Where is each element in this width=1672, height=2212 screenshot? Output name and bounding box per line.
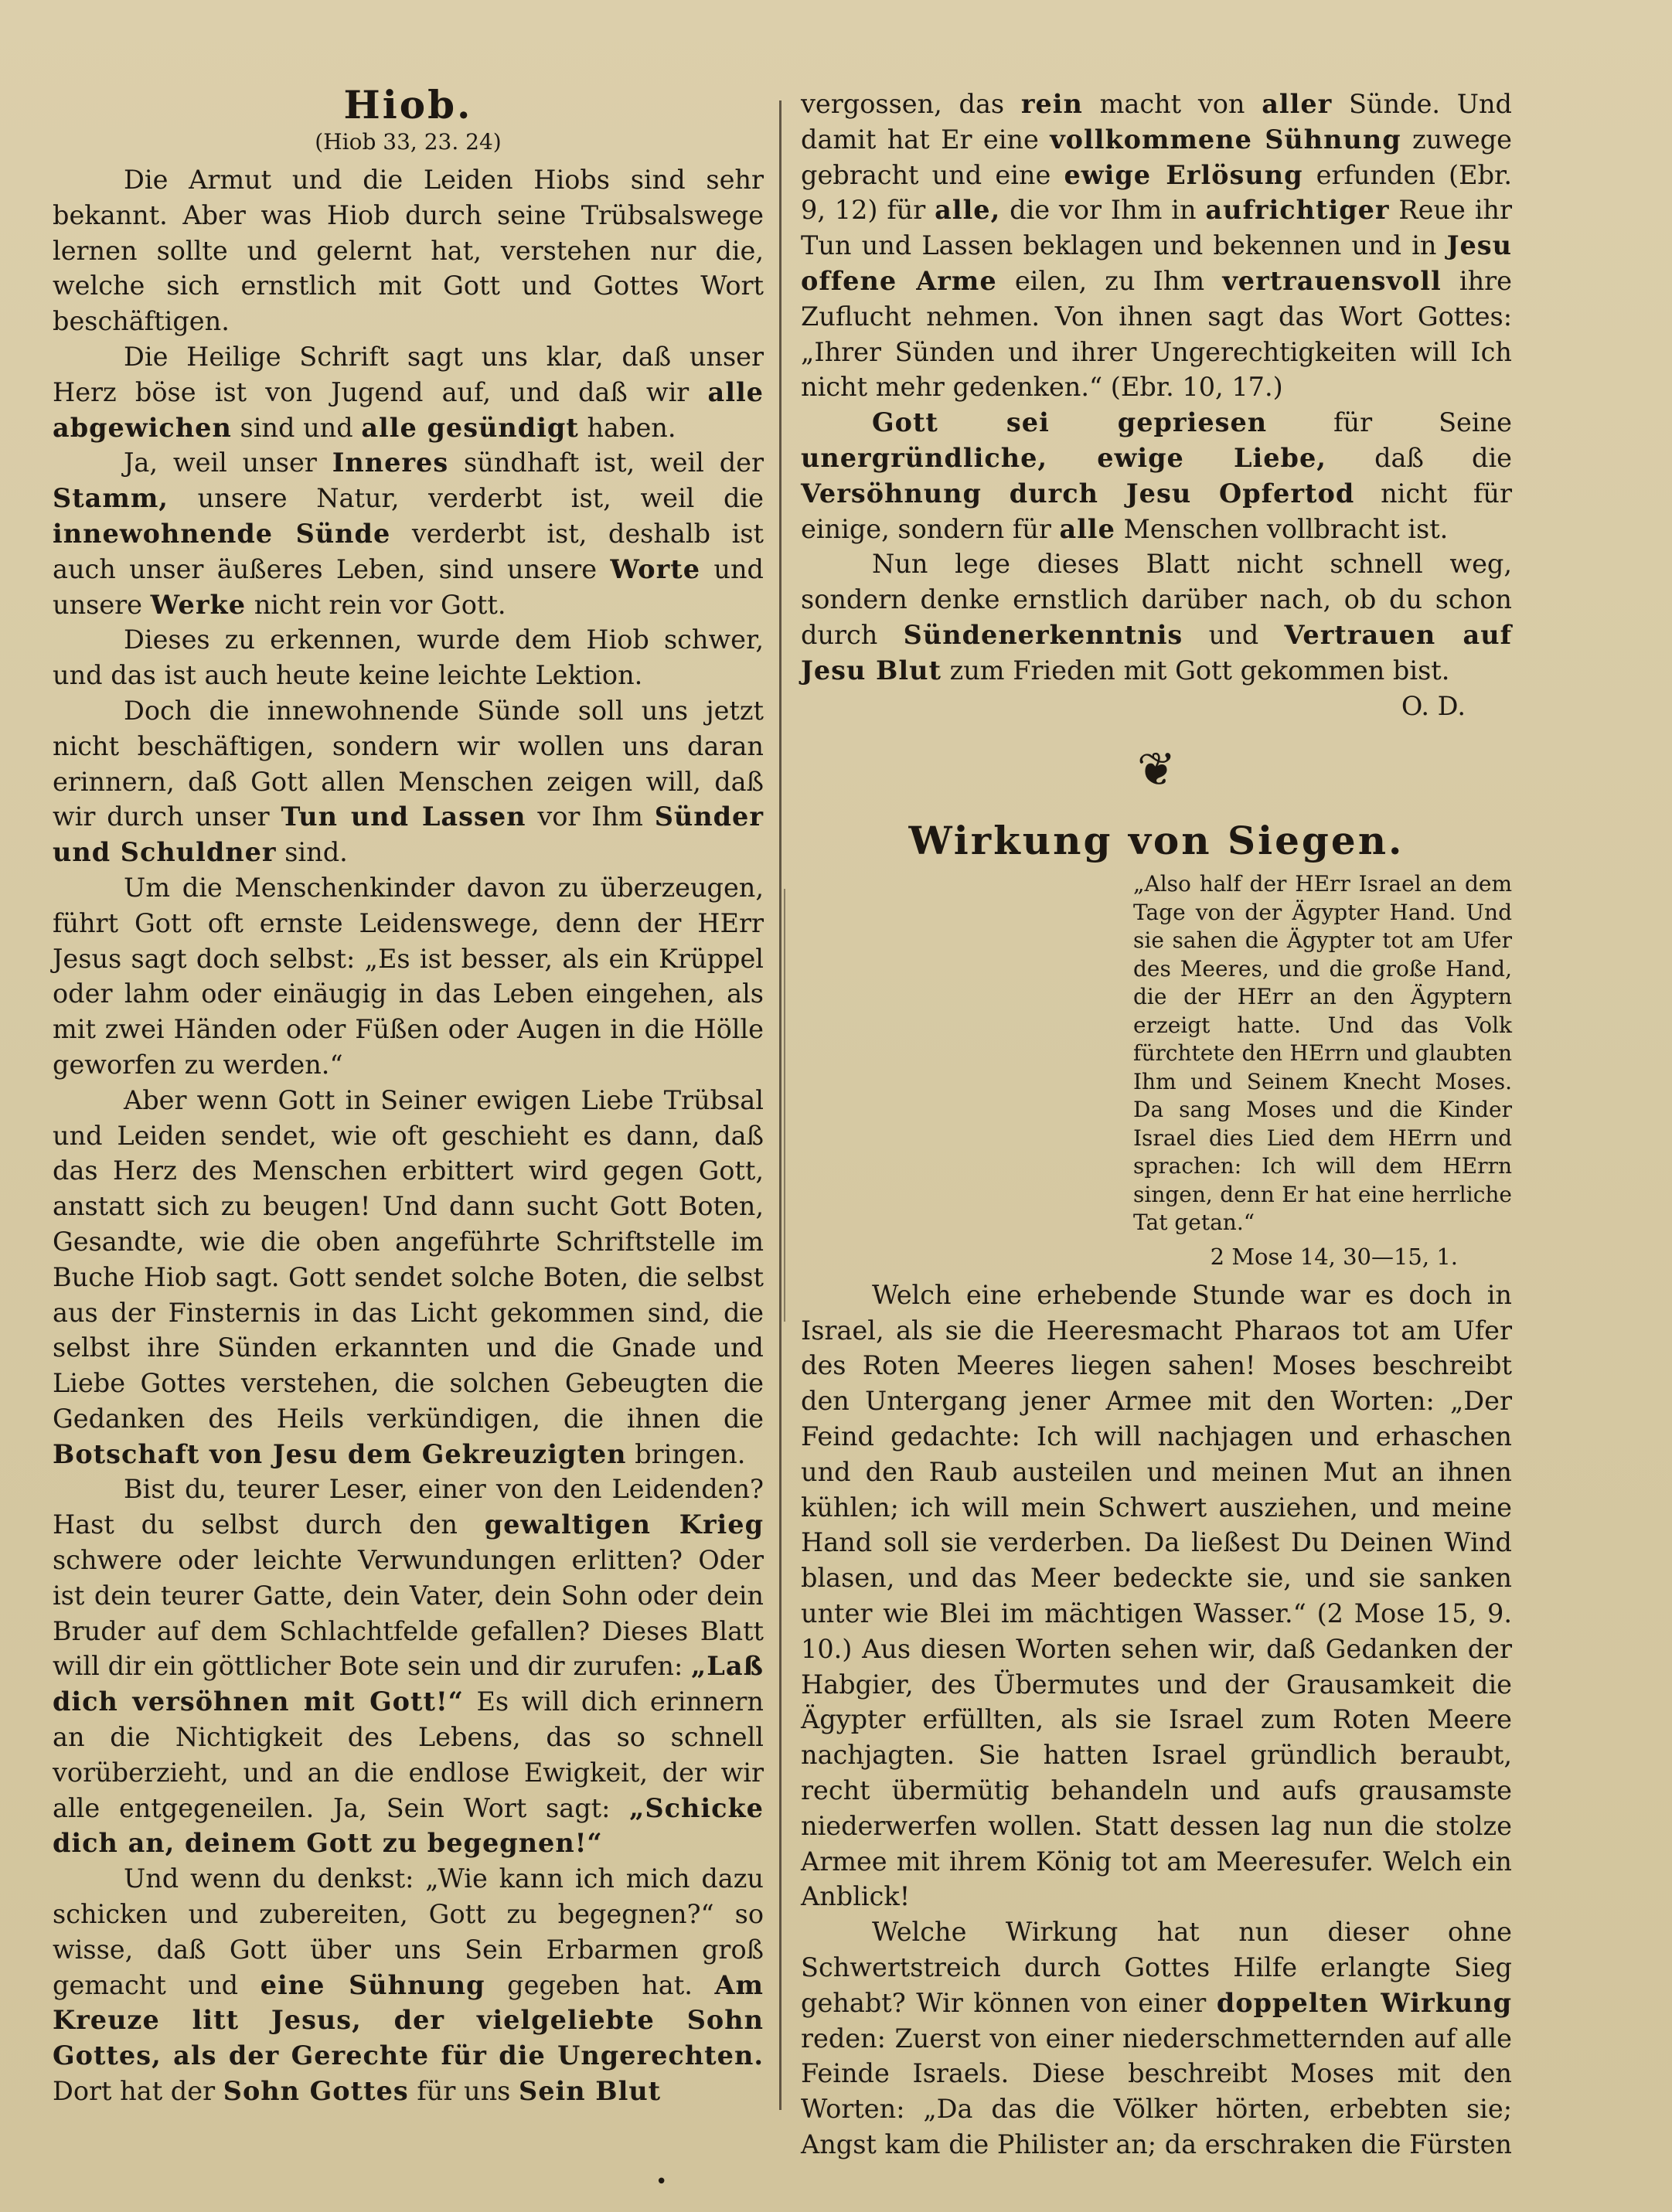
- paragraph: Gott sei gepriesen für Seine unergründliche, ewige Liebe, daß die Versöhnung durch Jesu Opfertod nicht für einige, sondern für alle Menschen vollbracht ist.: [801, 407, 1513, 544]
- paragraph: Die Heilige Schrift sagt uns klar, daß unser Herz böse ist von Jugend auf, und daß wir alle abgewichen sind und alle gesündigt haben.: [53, 341, 764, 443]
- article-title-hiob: Hiob.: [343, 82, 473, 128]
- epigraph-reference: 2 Mose 14, 30—15, 1.: [1210, 1243, 1458, 1270]
- paragraph: Um die Menschenkinder davon zu überzeugen, führt Gott oft ernste Leidenswege, denn der HErr Jesus sagt doch selbst: „Es ist besser, als ein Krüppel oder lahm oder einäugig in das Leben eingehen, als mit zwei Händen oder Füßen oder Augen in die Hölle geworfen zu werden.“: [53, 872, 764, 1080]
- paragraph: Dieses zu erkennen, wurde dem Hiob schwer, und das ist auch heute keine leichte Lektion.: [53, 624, 764, 691]
- paragraph: Nun lege dieses Blatt nicht schnell weg, sondern denke ernstlich darüber nach, ob du schon durch Sündenerkenntnis und Vertrauen auf Jesu Blut zum Frieden mit Gott gekommen bist.: [801, 549, 1512, 686]
- article-reference: (Hiob 33, 23. 24): [315, 129, 502, 155]
- paragraph: Und wenn du denkst: „Wie kann ich mich dazu schicken und zubereiten, Gott zu begegnen?“ so wisse, daß Gott über uns Sein Erbarmen groß gemacht und eine Sühnung gegeben hat. Am Kreuze litt Jesus, der vielgeliebte Sohn Gottes, als der Gerechte für die Ungerechten. Dort hat der Sohn Gottes für uns Sein Blut: [53, 1863, 764, 2107]
- paragraph: Ja, weil unser Inneres sündhaft ist, weil der Stamm, unsere Natur, verderbt ist, weil die innewohnende Sünde verderbt ist, deshalb ist auch unser äußeres Leben, sind unsere Worte und unsere Werke nicht rein vor Gott.: [53, 448, 764, 620]
- paragraph: Doch die innewohnende Sünde soll uns jetzt nicht beschäftigen, sondern wir wollen uns daran erinnern, daß Gott allen Menschen zeigen will, daß wir durch unser Tun und Lassen vor Ihm Sünder und Schuldner sind.: [53, 695, 764, 868]
- article-title-wirkung: Wirkung von Siegen.: [908, 818, 1405, 864]
- right-column: [801, 87, 1512, 2163]
- paragraph: Welche Wirkung hat nun dieser ohne Schwertstreich durch Gottes Hilfe erlangte Sieg gehabt? Wir können von einer doppelten Wirkung reden: Zuerst von einer niederschmetternden auf alle Feinde Israels. Diese beschreibt Moses mit den Worten: „Da das die Völker hörten, erbebten sie; Angst kam die Philister an; da erschraken die Fürsten: [801, 1917, 1513, 2159]
- paragraph: Aber wenn Gott in Seiner ewigen Liebe Trübsal und Leiden sendet, wie oft geschieht es dann, daß das Herz des Menschen erbittert wird gegen Gott, anstatt sich zu beugen! Und dann sucht Gott Boten, Gesandte, wie die oben angeführte Schriftstelle im Buche Hiob sagt. Gott sendet solche Boten, die selbst aus der Finsternis in das Licht gekommen sind, die selbst ihre Sünden erkannten und die Gnade und Liebe Gottes verstehen, die solchen Gebeugten die Gedanken des Heils verkündigen, die ihnen die Botschaft von Jesu dem Gekreuzigten bringen.: [53, 1084, 764, 1469]
- author-signature: O. D.: [1401, 690, 1466, 721]
- left-column: [53, 83, 764, 2109]
- footer-mark: •: [656, 2170, 668, 2193]
- ornament-icon: ❦: [1136, 743, 1177, 798]
- column-rule-secondary: [784, 889, 785, 1322]
- paragraph: vergossen, das rein macht von aller Sünde. Und damit hat Er eine vollkommene Sühnung zuwege gebracht und eine ewige Erlösung erfunden (Ebr. 9, 12) für alle, die vor Ihm in aufrichtiger Reue ihr Tun und Lassen beklagen und bekennen und in Jesu offene Arme eilen, zu Ihm vertrauensvoll ihre Zuflucht nehmen. Von ihnen sagt das Wort Gottes: „Ihrer Sünden und ihrer Ungerechtigkeiten will Ich nicht mehr gedenken.“ (Ebr. 10, 17.): [801, 89, 1513, 403]
- paragraph: Welch eine erhebende Stunde war es doch in Israel, als sie die Heeresmacht Pharaos tot am Ufer des Roten Meeres liegen sahen! Moses beschreibt den Untergang jener Armee mit den Worten: „Der Feind gedachte: Ich will nachjagen und erhaschen und den Raub austeilen und meinen Mut an ihnen kühlen; ich will mein Schwert ausziehen, und meine Hand soll sie verderben. Da ließest Du Deinen Wind blasen, und das Meer bedeckte sie, und sie sanken unter wie Blei im mächtigen Wasser.“ (2 Mose 15, 9. 10.) Aus diesen Worten sehen wir, daß Gedanken der Habgier, des Übermutes und der Grausamkeit die Ägypter erfüllten, als sie Israel zum Roten Meere nachjagten. Sie hatten Israel gründlich beraubt, recht übermütig behandeln und aufs grausamste niederwerfen wollen. Statt dessen lag nun die stolze Armee mit ihrem König tot am Meeresufer. Welch ein Anblick!: [801, 1279, 1512, 1912]
- column-rule: [779, 100, 782, 2110]
- paragraph: Die Armut und die Leiden Hiobs sind sehr bekannt. Aber was Hiob durch seine Trübsalswege lernen sollte und gelernt hat, verstehen nur die, welche sich ernstlich mit Gott und Gottes Wort beschäftigen.: [53, 165, 764, 337]
- paragraph: Bist du, teurer Leser, einer von den Leidenden? Hast du selbst durch den gewaltigen Krieg schwere oder leichte Verwundungen erlitten? Oder ist dein teurer Gatte, dein Vater, dein Sohn oder dein Bruder auf dem Schlachtfelde gefallen? Dieses Blatt will dir ein göttlicher Bote sein und dir zurufen: „Laß dich versöhnen mit Gott!“ Es will dich erinnern an die Nichtigkeit des Lebens, das so schnell vorüberzieht, und an die endlose Ewigkeit, der wir alle entgegeneilen. Ja, Sein Wort sagt: „Schicke dich an, deinem Gott zu begegnen!“: [53, 1474, 764, 1859]
- epigraph-quote: „Also half der HErr Israel an dem Tage von der Ägypter Hand. Und sie sahen die Ägypter tot am Ufer des Meeres, und die große Hand, die der HErr an den Ägyptern erzeigt hatte. Und das Volk fürchtete den HErrn und glaubten Ihm und Seinem Knecht Moses. Da sang Moses und die Kinder Israel dies Lied dem HErrn und sprachen: Ich will dem HErrn singen, denn Er hat eine herrliche Tat getan.“: [1133, 871, 1512, 1236]
